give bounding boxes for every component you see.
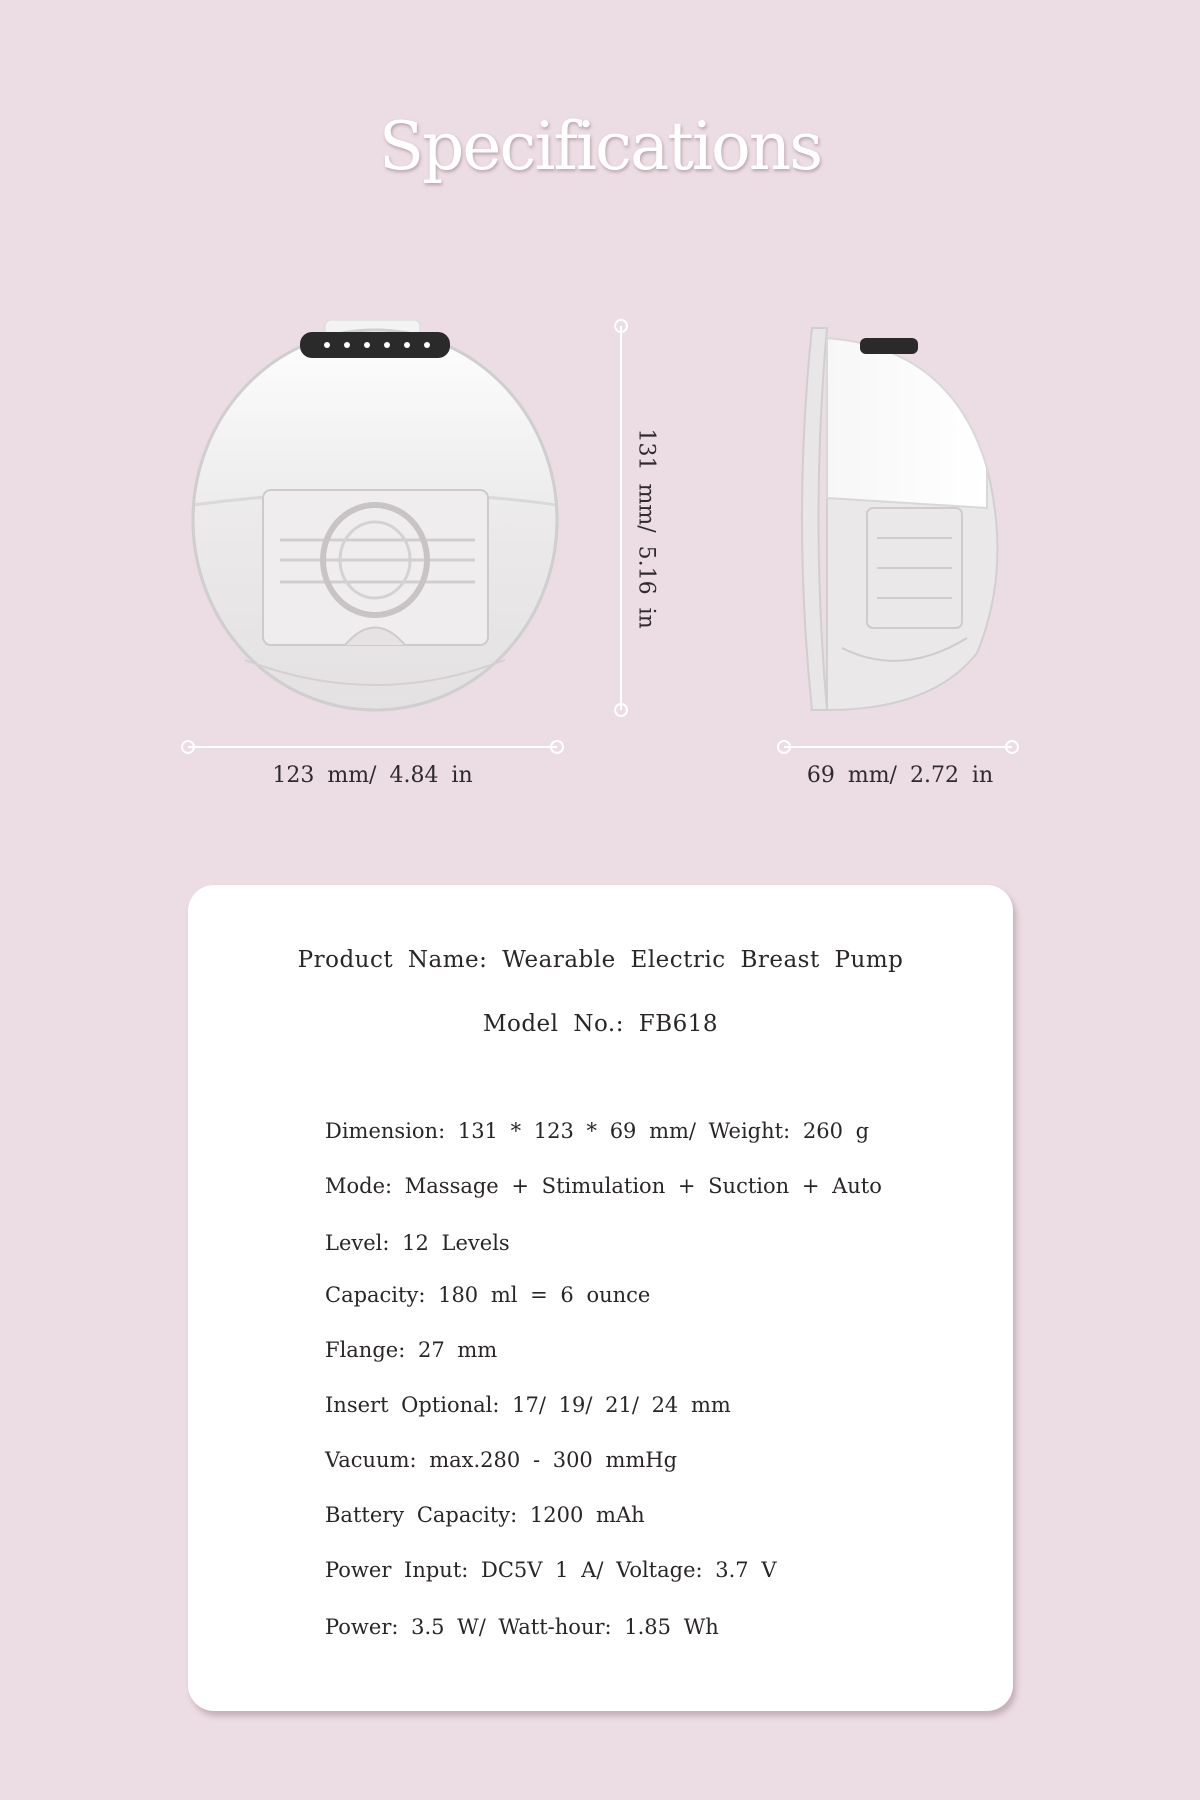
spec-vacuum: Vacuum: max.280 - 300 mmHg: [325, 1448, 678, 1472]
spec-level: Level: 12 Levels: [325, 1231, 510, 1255]
spec-card: [188, 885, 1013, 1711]
spec-power: Power: 3.5 W/ Watt-hour: 1.85 Wh: [325, 1615, 719, 1639]
model-number: Model No.: FB618: [482, 1011, 719, 1037]
spec-capacity: Capacity: 180 ml = 6 ounce: [325, 1283, 651, 1307]
height-dimension-line: [609, 318, 633, 718]
width-dimension-line: [180, 735, 565, 759]
pump-side-view: [782, 318, 1022, 720]
spec-power-input: Power Input: DC5V 1 A/ Voltage: 3.7 V: [325, 1558, 777, 1582]
depth-dimension-label: 69 mm/ 2.72 in: [806, 763, 994, 788]
spec-insert-optional: Insert Optional: 17/ 19/ 21/ 24 mm: [325, 1393, 731, 1417]
spec-flange: Flange: 27 mm: [325, 1338, 498, 1362]
spec-battery-capacity: Battery Capacity: 1200 mAh: [325, 1503, 645, 1527]
page-title: Specifications: [378, 108, 822, 185]
height-dimension-label: 131 mm/ 5.16 in: [633, 428, 659, 629]
pump-front-view: [185, 320, 565, 715]
spec-dimension: Dimension: 131 * 123 * 69 mm/ Weight: 260 g: [325, 1119, 870, 1143]
width-dimension-label: 123 mm/ 4.84 in: [272, 763, 473, 788]
product-name: Product Name: Wearable Electric Breast Pump: [297, 947, 904, 973]
spec-mode: Mode: Massage + Stimulation + Suction + Auto: [325, 1174, 882, 1198]
depth-dimension-line: [776, 735, 1020, 759]
